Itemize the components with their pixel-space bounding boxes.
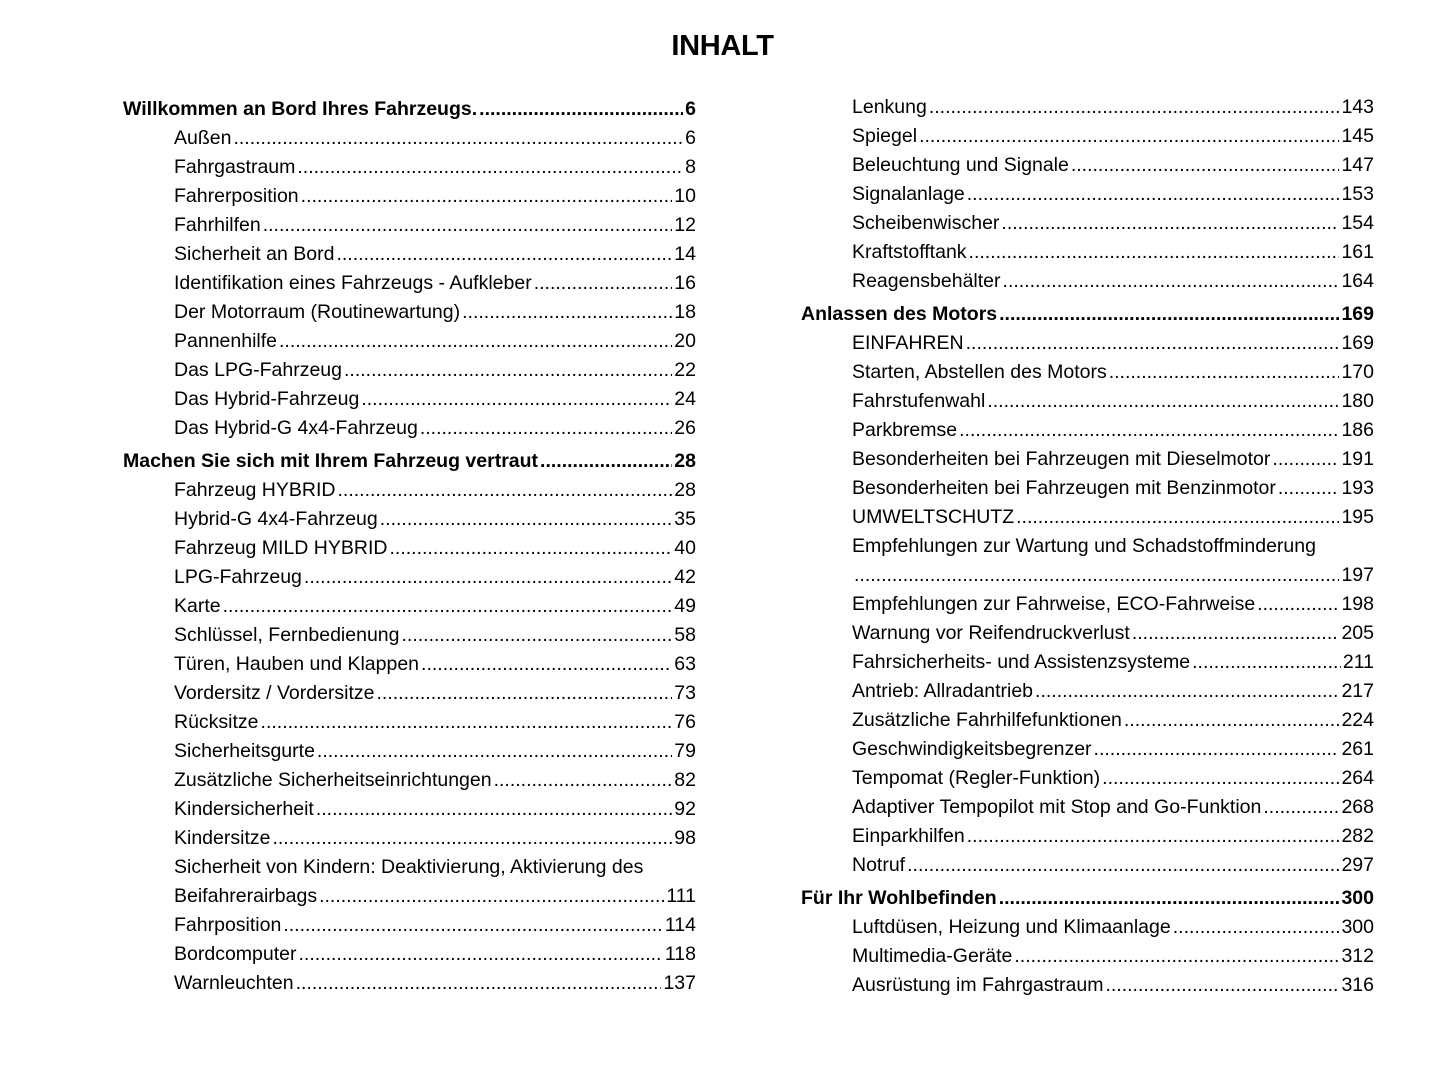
toc-entry <box>123 650 696 679</box>
toc-page-number: 16 <box>674 272 696 294</box>
toc-entry-label: Fahrhilfen <box>174 214 261 236</box>
toc-page-number: 164 <box>1341 270 1374 292</box>
toc-page-number: 193 <box>1341 477 1374 499</box>
toc-entry <box>801 590 1374 619</box>
toc-entry <box>801 851 1374 880</box>
toc-page-number: 264 <box>1341 767 1374 789</box>
toc-entry <box>123 940 696 969</box>
toc-page-number: 170 <box>1341 361 1374 383</box>
toc-entry-label: Zusätzliche Fahrhilfefunktionen <box>852 709 1122 731</box>
toc-page-number: 300 <box>1341 887 1374 909</box>
toc-entry-label: Schlüssel, Fernbedienung <box>174 624 400 646</box>
dot-leader <box>1016 503 1339 532</box>
toc-entry-label: Bordcomputer <box>174 943 297 965</box>
toc-entry <box>123 269 696 298</box>
toc-entry <box>801 532 1374 590</box>
toc-entry <box>801 180 1374 209</box>
toc-entry-label: Das LPG-Fahrzeug <box>174 359 342 381</box>
toc-page-number: 14 <box>674 243 696 265</box>
toc-page-number: 145 <box>1341 125 1374 147</box>
toc-entry <box>801 942 1374 971</box>
dot-leader <box>261 708 673 737</box>
dot-leader <box>401 621 672 650</box>
dot-leader <box>907 851 1339 880</box>
toc-page-number: 312 <box>1341 945 1374 967</box>
toc-entry <box>801 151 1374 180</box>
toc-entry-label: Zusätzliche Sicherheitseinrichtungen <box>174 769 492 791</box>
toc-entry <box>801 793 1374 822</box>
dot-leader <box>316 795 672 824</box>
toc-entry-label: Spiegel <box>852 125 918 147</box>
toc-entry-label: Hybrid-G 4x4-Fahrzeug <box>174 508 378 530</box>
toc-entry <box>801 764 1374 793</box>
toc-page-number: 24 <box>674 388 696 410</box>
toc-entry <box>123 592 696 621</box>
toc-page-number: 180 <box>1341 390 1374 412</box>
toc-entry-label: UMWELTSCHUTZ <box>852 506 1015 528</box>
toc-page-number: 118 <box>664 943 696 965</box>
toc-entry <box>123 211 696 240</box>
toc-entry <box>123 327 696 356</box>
toc-page-number: 10 <box>674 185 696 207</box>
toc-entry-label: Signalanlage <box>852 183 965 205</box>
dot-leader <box>336 240 672 269</box>
toc-page-number: 73 <box>674 682 696 704</box>
dot-leader <box>1035 677 1339 706</box>
toc-entry <box>801 209 1374 238</box>
dot-leader <box>494 766 673 795</box>
dot-leader <box>999 300 1339 329</box>
dot-leader <box>1132 619 1340 648</box>
dot-leader <box>1257 590 1339 619</box>
toc-entry <box>123 795 696 824</box>
toc-entry-label: Parkbremse <box>852 419 958 441</box>
toc-entry <box>123 240 696 269</box>
toc-entry <box>123 621 696 650</box>
toc-entry-label: Kindersitze <box>174 827 271 849</box>
dot-leader <box>377 679 673 708</box>
toc-entry <box>801 93 1374 122</box>
toc-page-number: 169 <box>1341 332 1374 354</box>
toc-entry-label: Warnleuchten <box>174 972 294 994</box>
toc-entry-label: Fahrzeug HYBRID <box>174 479 336 501</box>
toc-entry-label: Besonderheiten bei Fahrzeugen mit Dieselmotor <box>852 448 1271 470</box>
toc-entry-label: Das Hybrid-Fahrzeug <box>174 388 360 410</box>
toc-section-entry <box>123 95 696 124</box>
toc-entry-label-continued: Beifahrerairbags <box>174 885 318 907</box>
dot-leader <box>967 180 1340 209</box>
toc-entry-label: Vordersitz / Vordersitze <box>174 682 375 704</box>
dot-leader <box>1105 971 1339 1000</box>
dot-leader <box>298 940 662 969</box>
toc-entry-label: Ausrüstung im Fahrgastraum <box>852 974 1104 996</box>
toc-column-left <box>123 95 696 998</box>
dot-leader <box>420 414 672 443</box>
toc-entry-label: Fahrsicherheits- und Assistenzsysteme <box>852 651 1191 673</box>
dot-leader <box>301 182 673 211</box>
toc-entry <box>123 853 696 911</box>
toc-entry <box>801 735 1374 764</box>
toc-entry-label: Besonderheiten bei Fahrzeugen mit Benzinmotor <box>852 477 1276 499</box>
toc-entry-label: Für Ihr Wohlbefinden <box>801 887 997 909</box>
toc-page-number: 63 <box>674 653 696 675</box>
toc-entry-label: Kraftstofftank <box>852 241 967 263</box>
dot-leader <box>304 563 672 592</box>
toc-entry <box>801 619 1374 648</box>
dot-leader <box>337 476 672 505</box>
toc-page-number: 82 <box>674 769 696 791</box>
dot-leader <box>1124 706 1340 735</box>
toc-page-number: 76 <box>674 711 696 733</box>
toc-entry-label: Sicherheit an Bord <box>174 243 335 265</box>
dot-leader <box>344 356 672 385</box>
toc-entry <box>123 124 696 153</box>
toc-page-number: 8 <box>685 156 696 178</box>
toc-page-number: 20 <box>674 330 696 352</box>
toc-entry-label: Reagensbehälter <box>852 270 1001 292</box>
toc-page-number: 195 <box>1341 506 1374 528</box>
toc-page-number: 114 <box>664 914 696 936</box>
toc-entry-label: Außen <box>174 127 232 149</box>
toc-section-entry <box>801 884 1374 913</box>
dot-leader <box>479 95 683 124</box>
toc-entry <box>123 153 696 182</box>
dot-leader <box>317 737 672 766</box>
toc-entry <box>123 766 696 795</box>
toc-entry <box>801 416 1374 445</box>
toc-entry-label: Empfehlungen zur Wartung und Schadstoffminderung <box>852 535 1316 557</box>
toc-entry-label: Geschwindigkeitsbegrenzer <box>852 738 1092 760</box>
toc-entry-label: Pannenhilfe <box>174 330 278 352</box>
toc-entry <box>801 329 1374 358</box>
dot-leader <box>223 592 673 621</box>
toc-entry-label: Karte <box>174 595 221 617</box>
toc-entry-label: Fahrstufenwahl <box>852 390 986 412</box>
toc-entry-label: LPG-Fahrzeug <box>174 566 302 588</box>
dot-leader <box>380 505 673 534</box>
toc-page-number: 111 <box>666 885 696 907</box>
toc-entry-label: Notruf <box>852 854 906 876</box>
toc-entry-label: Willkommen an Bord Ihres Fahrzeugs. <box>123 98 478 120</box>
toc-entry <box>123 737 696 766</box>
toc-entry-label: Sicherheit von Kindern: Deaktivierung, Aktivierung des <box>174 856 644 878</box>
dot-leader <box>1071 151 1340 180</box>
dot-leader <box>967 822 1340 851</box>
toc-entry-label: Das Hybrid-G 4x4-Fahrzeug <box>174 417 418 439</box>
toc-entry-label: Machen Sie sich mit Ihrem Fahrzeug vertraut <box>123 450 539 472</box>
toc-section-entry <box>123 447 696 476</box>
dot-leader <box>1272 445 1339 474</box>
toc-entry-label: EINFAHREN <box>852 332 964 354</box>
toc-entry-label: Lenkung <box>852 96 927 118</box>
toc-page-number: 6 <box>685 98 696 120</box>
toc-page-number: 268 <box>1341 796 1374 818</box>
dot-leader <box>1102 764 1339 793</box>
toc-entry-label: Tempomat (Regler-Funktion) <box>852 767 1101 789</box>
toc-entry-label: Rücksitze <box>174 711 259 733</box>
toc-entry-label: Kindersicherheit <box>174 798 314 820</box>
toc-page-number: 42 <box>674 566 696 588</box>
toc-entry-label: Identifikation eines Fahrzeugs - Aufkleber <box>174 272 532 294</box>
toc-page-number: 198 <box>1341 593 1374 615</box>
toc-entry <box>123 563 696 592</box>
dot-leader <box>296 969 662 998</box>
dot-leader <box>959 416 1339 445</box>
dot-leader <box>233 124 683 153</box>
toc-entry-label: Fahrgastraum <box>174 156 296 178</box>
toc-page-number: 161 <box>1341 241 1374 263</box>
toc-entry <box>123 356 696 385</box>
toc-page-number: 297 <box>1341 854 1374 876</box>
dot-leader <box>319 882 664 911</box>
toc-page-number: 40 <box>674 537 696 559</box>
toc-page-number: 58 <box>674 624 696 646</box>
toc-entry <box>801 445 1374 474</box>
toc-page-number: 316 <box>1341 974 1374 996</box>
dot-leader <box>421 650 672 679</box>
dot-leader <box>1094 735 1340 764</box>
dot-leader <box>540 447 672 476</box>
toc-page-number: 224 <box>1341 709 1374 731</box>
dot-leader <box>1003 267 1340 296</box>
toc-entry-label: Starten, Abstellen des Motors <box>852 361 1107 383</box>
toc-page-number: 92 <box>674 798 696 820</box>
toc-page-number: 147 <box>1341 154 1374 176</box>
dot-leader <box>1278 474 1340 503</box>
toc-page-number: 282 <box>1341 825 1374 847</box>
toc-entry-label: Adaptiver Tempopilot mit Stop and Go-Funktion <box>852 796 1262 818</box>
toc-page-number: 143 <box>1341 96 1374 118</box>
toc-page-number: 169 <box>1341 303 1374 325</box>
toc-entry <box>123 182 696 211</box>
toc-entry-label: Multimedia-Geräte <box>852 945 1013 967</box>
dot-leader <box>919 122 1339 151</box>
toc-entry-label: Anlassen des Motors <box>801 303 998 325</box>
toc-page-number: 6 <box>685 127 696 149</box>
toc-entry <box>801 503 1374 532</box>
dot-leader <box>1014 942 1339 971</box>
dot-leader <box>1001 209 1339 238</box>
toc-entry <box>123 476 696 505</box>
dot-leader <box>297 153 683 182</box>
toc-page-number: 191 <box>1341 448 1374 470</box>
toc-entry-label: Fahrerposition <box>174 185 299 207</box>
toc-page-number: 98 <box>674 827 696 849</box>
toc-entry-label: Fahrposition <box>174 914 282 936</box>
toc-page-number: 217 <box>1341 680 1374 702</box>
toc-entry-label: Einparkhilfen <box>852 825 965 847</box>
toc-page-number: 79 <box>674 740 696 762</box>
toc-entry-label: Antrieb: Allradantrieb <box>852 680 1034 702</box>
toc-page-number: 28 <box>674 450 696 472</box>
page-title: INHALT <box>671 30 774 62</box>
dot-leader <box>854 561 1339 590</box>
toc-page-number: 12 <box>674 214 696 236</box>
toc-entry-label: Der Motorraum (Routinewartung) <box>174 301 461 323</box>
toc-entry <box>801 387 1374 416</box>
dot-leader <box>1192 648 1341 677</box>
dot-leader <box>929 93 1340 122</box>
toc-section-entry <box>801 300 1374 329</box>
toc-entry <box>801 238 1374 267</box>
dot-leader <box>1263 793 1339 822</box>
toc-page-number: 186 <box>1341 419 1374 441</box>
dot-leader <box>462 298 672 327</box>
toc-entry-label: Fahrzeug MILD HYBRID <box>174 537 388 559</box>
toc-page-number: 26 <box>674 417 696 439</box>
toc-entry <box>801 267 1374 296</box>
dot-leader <box>1173 913 1340 942</box>
toc-entry <box>123 385 696 414</box>
toc-entry <box>123 679 696 708</box>
toc-entry-label: Empfehlungen zur Fahrweise, ECO-Fahrweise <box>852 593 1256 615</box>
toc-entry <box>123 969 696 998</box>
toc-entry <box>801 648 1374 677</box>
toc-page-number: 205 <box>1341 622 1374 644</box>
toc-entry <box>801 677 1374 706</box>
dot-leader <box>534 269 673 298</box>
toc-page-number: 137 <box>663 972 696 994</box>
toc-entry <box>123 534 696 563</box>
toc-entry <box>123 414 696 443</box>
toc-page-number: 261 <box>1341 738 1374 760</box>
toc-entry <box>123 298 696 327</box>
toc-entry <box>801 706 1374 735</box>
toc-page-number: 35 <box>674 508 696 530</box>
toc-column-right <box>801 93 1374 1000</box>
toc-entry <box>123 505 696 534</box>
dot-leader <box>389 534 672 563</box>
toc-page-number: 18 <box>674 301 696 323</box>
toc-entry-label: Luftdüsen, Heizung und Klimaanlage <box>852 916 1171 938</box>
toc-entry-line2 <box>174 882 696 911</box>
toc-entry <box>801 822 1374 851</box>
toc-entry <box>801 122 1374 151</box>
toc-page-number: 211 <box>1342 651 1374 673</box>
toc-page-number: 300 <box>1341 916 1374 938</box>
dot-leader <box>966 329 1340 358</box>
dot-leader <box>987 387 1339 416</box>
dot-leader <box>1109 358 1340 387</box>
toc-page-number: 22 <box>674 359 696 381</box>
toc-entry-label: Türen, Hauben und Klappen <box>174 653 420 675</box>
toc-page-number: 49 <box>674 595 696 617</box>
dot-leader <box>361 385 672 414</box>
toc-entry <box>801 358 1374 387</box>
toc-entry-label: Warnung vor Reifendruckverlust <box>852 622 1130 644</box>
dot-leader <box>279 327 672 356</box>
toc-entry <box>123 708 696 737</box>
toc-page-number: 197 <box>1341 564 1374 586</box>
toc-entry-label: Scheibenwischer <box>852 212 1000 234</box>
toc-page-number: 154 <box>1341 212 1374 234</box>
toc-entry-line2 <box>852 561 1374 590</box>
dot-leader <box>272 824 672 853</box>
toc-page-number: 28 <box>674 479 696 501</box>
toc-page-number: 153 <box>1341 183 1374 205</box>
toc-entry-label: Sicherheitsgurte <box>174 740 315 762</box>
dot-leader <box>969 238 1340 267</box>
toc-entry <box>123 911 696 940</box>
dot-leader <box>283 911 663 940</box>
dot-leader <box>999 884 1340 913</box>
toc-entry <box>801 971 1374 1000</box>
toc-entry-label: Beleuchtung und Signale <box>852 154 1069 176</box>
toc-entry <box>801 474 1374 503</box>
toc-entry <box>123 824 696 853</box>
toc-entry <box>801 913 1374 942</box>
dot-leader <box>263 211 673 240</box>
